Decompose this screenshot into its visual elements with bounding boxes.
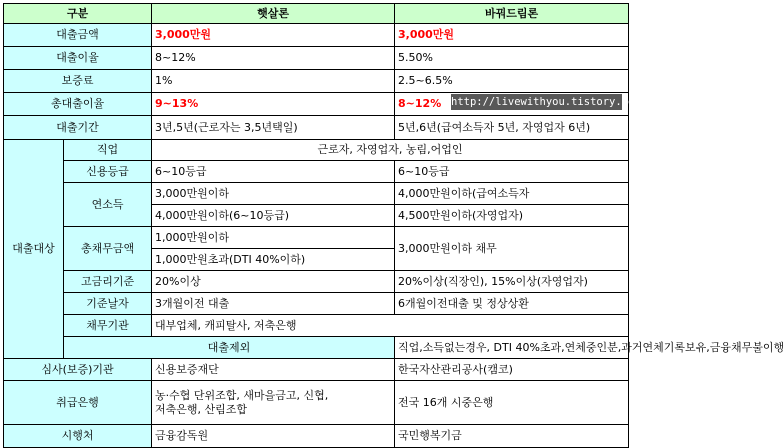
occupation-value: 근로자, 자영업자, 농림,어업인 [152, 140, 629, 161]
banks-col1-line1: 농·수협 단위조합, 새마을금고, 신협, [155, 388, 329, 402]
total-debt-label: 총채무금액 [64, 227, 152, 271]
guarantee-fee-col1: 1% [152, 70, 395, 93]
loan-interest-col1: 8~12% [152, 47, 395, 70]
base-date-row [4, 293, 629, 315]
agency-col1: 금융감독원 [152, 425, 395, 448]
credit-grade-label: 신용등급 [64, 161, 152, 183]
exclusion-row [4, 337, 629, 359]
banks-label: 취급은행 [4, 381, 152, 425]
target-group-label: 대출대상 [4, 140, 64, 359]
credit-grade-row [4, 161, 629, 183]
high-rate-row [4, 271, 629, 293]
header-sunshine-loan: 햇살론 [152, 4, 395, 24]
guarantee-fee-label: 보증료 [4, 70, 152, 93]
total-interest-col1: 9~13% [152, 93, 395, 116]
debt-institution-value: 대부업체, 캐피탈사, 저축은행 [152, 315, 629, 337]
loan-comparison-table [3, 3, 784, 448]
loan-amount-label: 대출금액 [4, 24, 152, 47]
review-row [4, 359, 629, 381]
banks-row [4, 381, 629, 425]
total-interest-col2: 8~12% [395, 93, 629, 116]
high-rate-col2: 20%이상(직장인), 15%이상(자영업자) [395, 271, 629, 293]
base-date-col1: 3개월이전 대출 [152, 293, 395, 315]
loan-period-label: 대출기간 [4, 116, 152, 140]
income-row-a [4, 183, 629, 205]
loan-amount-col2: 3,000만원 [395, 24, 629, 47]
occupation-label: 직업 [64, 140, 152, 161]
total-debt-row-a [4, 227, 629, 249]
blog-url-watermark: http://livewithyou.tistory.com [451, 96, 641, 108]
banks-col1 [152, 381, 395, 425]
income-col1-b: 4,000만원이하(6~10등급) [152, 205, 395, 227]
base-date-label: 기준날자 [64, 293, 152, 315]
total-debt-col2: 3,000만원이하 채무 [395, 227, 629, 271]
loan-period-row [4, 116, 629, 140]
loan-interest-col2: 5.50% [395, 47, 629, 70]
high-rate-label: 고금리기준 [64, 271, 152, 293]
credit-grade-col2: 6~10등급 [395, 161, 629, 183]
agency-col2: 국민행복기금 [395, 425, 629, 448]
loan-amount-row [4, 24, 629, 47]
total-debt-col1-b: 1,000만원초과(DTI 40%이하) [152, 249, 395, 271]
header-change-dream-loan: 바꿔드림론 [395, 4, 629, 24]
header-row [4, 4, 629, 24]
loan-period-col1: 3년,5년(근로자는 3,5년택일) [152, 116, 395, 140]
high-rate-col1: 20%이상 [152, 271, 395, 293]
loan-interest-row [4, 47, 629, 70]
loan-interest-label: 대출이율 [4, 47, 152, 70]
banks-col2: 전국 16개 시중은행 [395, 381, 629, 425]
banks-col1-line2: 저축은행, 산림조합 [155, 402, 248, 416]
total-interest-label: 총대출이율 [4, 93, 152, 116]
income-col2-a: 4,000만원이하(급여소득자 [395, 183, 629, 205]
total-debt-col1-a: 1,000만원이하 [152, 227, 395, 249]
exclusion-value: 직업,소득없는경우, DTI 40%초과,연체중인분,과거연체기록보유,금융채무불이행 [395, 337, 629, 359]
income-col2-b: 4,500만원이하(자영업자) [395, 205, 629, 227]
loan-amount-col1: 3,000만원 [152, 24, 395, 47]
agency-label: 시행처 [4, 425, 152, 448]
review-col1: 신용보증재단 [152, 359, 395, 381]
review-label: 심사(보증)기관 [4, 359, 152, 381]
debt-institution-row [4, 315, 629, 337]
income-label: 연소득 [64, 183, 152, 227]
header-category: 구분 [4, 4, 152, 24]
loan-period-col2: 5년,6년(급여소득자 5년, 자영업자 6년) [395, 116, 629, 140]
base-date-col2: 6개월이전대출 및 정상상환 [395, 293, 629, 315]
guarantee-fee-row [4, 70, 629, 93]
guarantee-fee-col2: 2.5~6.5% [395, 70, 629, 93]
exclusion-label: 대출제외 [64, 337, 395, 359]
credit-grade-col1: 6~10등급 [152, 161, 395, 183]
review-col2: 한국자산관리공사(캠코) [395, 359, 629, 381]
income-col1-a: 3,000만원이하 [152, 183, 395, 205]
debt-institution-label: 채무기관 [64, 315, 152, 337]
occupation-row [4, 140, 629, 161]
agency-row [4, 425, 629, 448]
